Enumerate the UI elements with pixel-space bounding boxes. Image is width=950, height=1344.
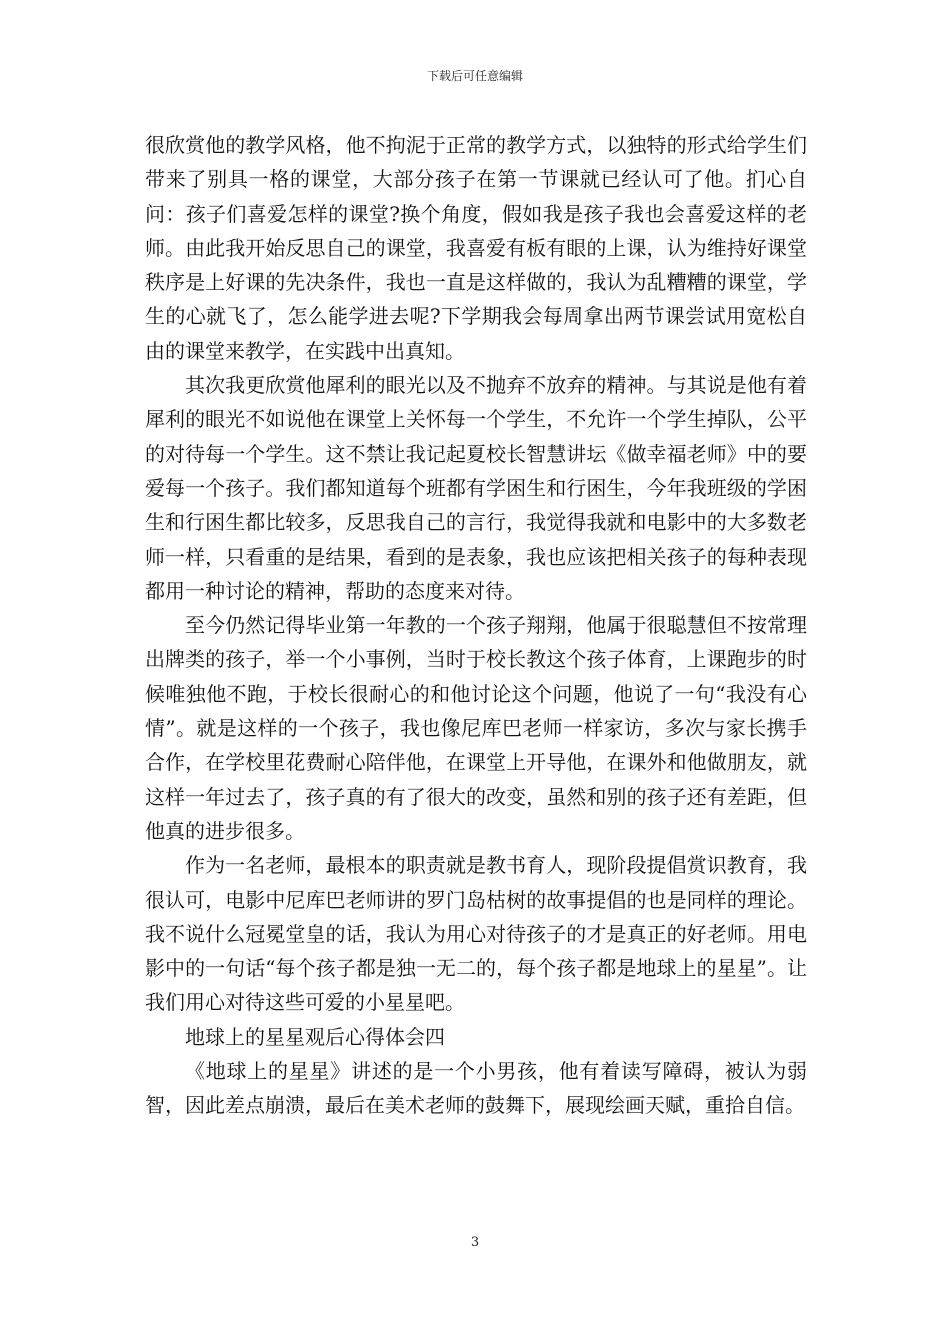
paragraph: 作为一名老师，最根本的职责就是教书育人，现阶段提倡赏识教育，我很认可，电影中尼库巴老师讲的罗门岛枯树的故事提倡的也是同样的理论。我不说什么冠冕堂皇的话，我认为用心对待孩子的才是真正的好老师。用电影中的一句话“每个孩子都是独一无二的，每个孩子都是地球上的星星”。让我们用心对待这些可爱的小星星吧。 xyxy=(145,853,807,1015)
paragraph: 其次我更欣赏他犀利的眼光以及不抛弃不放弃的精神。与其说是他有着犀利的眼光不如说他在课堂上关怀每一个学生，不允许一个学生掉队，公平的对待每一个学生。这不禁让我记起夏校长智慧讲坛《做幸福老师》中的要爱每一个孩子。我们都知道每个班都有学困生和行困生，今年我班级的学困生和行困生都比较多，反思我自己的言行，我觉得我就和电影中的大多数老师一样，只看重的是结果，看到的是表象，我也应该把相关孩子的每种表现都用一种讨论的精神，帮助的态度来对待。 xyxy=(145,373,807,603)
section-heading: 地球上的星星观后心得体会四 xyxy=(185,1024,445,1049)
paragraph: 很欣赏他的教学风格，他不拘泥于正常的教学方式，以独特的形式给学生们带来了别具一格的课堂，大部分孩子在第一节课就已经认可了他。扪心自问：孩子们喜爱怎样的课堂?换个角度，假如我是孩子我也会喜爱这样的老师。由此我开始反思自己的课堂，我喜爱有板有眼的上课，认为维持好课堂秩序是上好课的先决条件，我也一直是这样做的，我认为乱糟糟的课堂，学生的心就飞了，怎么能学进去呢?下学期我会每周拿出两节课尝试用宽松自由的课堂来教学，在实践中出真知。 xyxy=(145,133,807,363)
paragraph: 《地球上的星星》讲述的是一个小男孩，他有着读写障碍，被认为弱智，因此差点崩溃，最后在美术老师的鼓舞下，展现绘画天赋，重拾自信。 xyxy=(145,1059,807,1118)
document-body xyxy=(145,128,807,1123)
page-number: 3 xyxy=(470,1235,480,1250)
page-header: 下载后可任意编辑 xyxy=(426,69,523,83)
paragraph: 至今仍然记得毕业第一年教的一个孩子翔翔，他属于很聪慧但不按常理出牌类的孩子，举一个小事例，当时于校长教这个孩子体育，上课跑步的时候唯独他不跑，于校长很耐心的和他讨论这个问题，他说了一句“我没有心情”。就是这样的一个孩子，我也像尼库巴老师一样家访，多次与家长携手合作，在学校里花费耐心陪伴他，在课堂上开导他，在课外和他做朋友，就这样一年过去了，孩子真的有了很大的改变，虽然和别的孩子还有差距，但他真的进步很多。 xyxy=(145,613,807,843)
